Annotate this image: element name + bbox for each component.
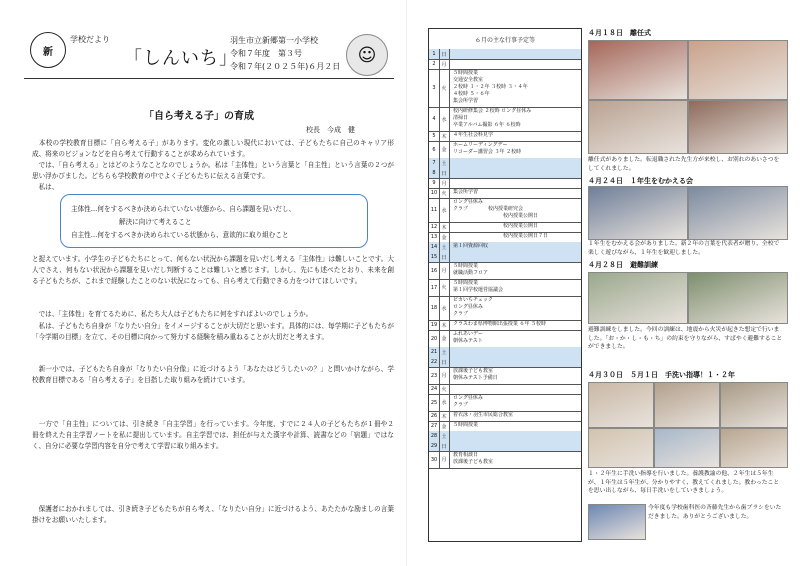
schedule-day: 28 [429, 431, 440, 441]
definition-line: 解決に向けて考えること [119, 218, 192, 226]
event-photo [688, 186, 788, 240]
news-text: 避難訓練をしました。今回の訓練は、地震から火災が起きた想定で行いました。「お・か・し・も・ち」の約束を守りながら、すばやく避難することができました。 [588, 327, 783, 350]
event-photo [654, 428, 720, 468]
mascot-icon: ☺ [346, 34, 388, 76]
schedule-row [429, 330, 581, 348]
schedule-event: 着衣泳・羽生市民総合教室 [453, 412, 514, 418]
logo-char: 新 [43, 46, 53, 58]
header-rule [24, 78, 394, 79]
news-text: 離任式がありました。転退職された先生方が来校し、お別れのあいさつをしてくれました。 [588, 157, 780, 172]
news-heading: ４月１８日 離任式 [588, 29, 651, 37]
schedule-day: 1 [429, 49, 440, 59]
newsletter-label: 学校だより [70, 35, 110, 44]
schedule-day: 16 [429, 262, 440, 279]
schedule-day: 20 [429, 330, 440, 347]
newsletter-title: 「しんいち」 [124, 48, 238, 69]
right-page [420, 24, 786, 544]
school-name: 羽生市立新郷第一小学校 [230, 36, 318, 45]
schedule-day: 11 [429, 198, 440, 222]
article-title: 「自ら考える子」の育成 [144, 111, 254, 122]
schedule-weekday: 月 [439, 262, 450, 279]
event-photo [720, 382, 788, 428]
schedule-weekday: 金 [439, 330, 450, 347]
schedule-row [429, 107, 581, 132]
left-page [24, 14, 400, 554]
news-text: １年生をむかえる会がありました。新２年の言葉を代表者が贈り、全校で楽しく遊びながら、１年生を歓迎しました。 [588, 241, 780, 256]
schedule-weekday: 土 [439, 431, 450, 441]
schedule-weekday: 金 [439, 141, 450, 158]
news-heading: ４月２４日 １年生をむかえる会 [588, 177, 693, 185]
schedule-weekday: 火 [439, 69, 450, 107]
schedule-event: ホームリーディングデー リコーダー講習会 ３年 ２校時 [453, 142, 522, 155]
schedule-row [429, 394, 581, 412]
schedule-weekday: 月 [439, 367, 450, 384]
event-photo [588, 272, 688, 324]
schedule-day: 18 [429, 296, 440, 320]
schedule-event: ５時間授業 第１回学校運営協議会 [453, 280, 504, 293]
schedule-event: ロング昼休み クラブ 校内授業研究会 校内授業公開日 [453, 199, 539, 219]
schedule-weekday: 日 [439, 168, 450, 178]
event-photo [688, 100, 788, 154]
schedule-day: 6 [429, 141, 440, 158]
news-column [588, 28, 786, 540]
schedule-event: ふれあいデー 朝休みテスト [453, 331, 484, 344]
schedule-event: 放課後子ども教室 朝休みテスト予備日 [453, 368, 498, 381]
schedule-day: 12 [429, 222, 440, 232]
schedule-day: 29 [429, 441, 440, 451]
schedule-event: ４年生社会科見学 [453, 132, 494, 138]
schedule-day: 2 [429, 59, 440, 69]
schedule-event: クラスわま県博物館出張授業 ６年 ５校時 [453, 321, 547, 327]
schedule-row [429, 451, 581, 469]
schedule-event: ５時間授業 就職活動フロア [453, 263, 489, 276]
schedule-event: ５時間授業 交通安全教室 ２校時 １・２年 ３校時 ３・４年 ４校時 ５・６年 集会所学習 [453, 70, 528, 104]
event-photo [588, 100, 688, 154]
schedule-weekday: 土 [439, 158, 450, 168]
schedule-day: 9 [429, 178, 440, 188]
schedule-event: 校内研修集会 ２校時 ロング昼休み 清掃日 卒業アルバム撮影 ６年 ６校時 [453, 108, 532, 128]
school-logo [30, 32, 66, 68]
schedule-weekday: 月 [439, 451, 450, 468]
schedule-weekday: 金 [439, 421, 450, 431]
schedule-weekday: 木 [439, 222, 450, 232]
schedule-day: 23 [429, 367, 440, 384]
schedule-weekday: 日 [439, 357, 450, 367]
schedule-day: 26 [429, 411, 440, 421]
schedule-weekday: 日 [439, 252, 450, 262]
schedule-weekday: 土 [439, 347, 450, 357]
schedule-day: 24 [429, 384, 440, 394]
schedule-day: 21 [429, 347, 440, 357]
schedule-event: 教育相談日 放課後子ども教室 [453, 452, 494, 465]
article-paragraph: 本校の学校教育目標に「自ら考える子」があります。変化の激しい現代においては、子どもたちに自己のキャリア形成、将来のビジョンなどを自ら考えて行動することが求められています。 [32, 139, 394, 158]
schedule-row [429, 279, 581, 297]
schedule-weekday: 月 [439, 59, 450, 69]
definition-box [60, 194, 368, 248]
schedule-row [429, 69, 581, 108]
article-paragraph: 一方で「自主性」については、引き続き「自主学習」を行っています。今年度、すでに２４人の子どもたちが１冊や２冊を終えた自主学習ノートを私に提出しています。自主学習では、担任が与えた漢字や計算、読書などの「宿題」ではなく、自分に必要な学習内容を自分で考えて学習に取り組みます。 [32, 420, 394, 450]
schedule-weekday: 火 [439, 384, 450, 394]
schedule-row [429, 296, 581, 321]
schedule-event: 校内授業公開日７日 [453, 233, 549, 239]
schedule-weekday: 木 [439, 320, 450, 330]
schedule-row [429, 262, 581, 280]
schedule-day: 7 [429, 158, 440, 168]
school-info [230, 34, 340, 73]
schedule-day: 4 [429, 107, 440, 131]
event-photo [688, 272, 788, 324]
schedule-event: ５時間授業 [453, 422, 479, 428]
schedule-weekday: 金 [439, 232, 450, 242]
schedule-day: 13 [429, 232, 440, 242]
schedule-day: 14 [429, 242, 440, 252]
schedule-day: 3 [429, 69, 440, 107]
article-paragraph: 私は、 [32, 183, 59, 191]
news-text: １・２年生に手洗い指導を行いました。養護教諭の他、２年生は５年生が、１年生は５年生が、分かりやすく、教えてくれました。教わったことを思い出しながら、毎日手洗いをしていきましょう。 [588, 471, 780, 494]
article-author: 校長 今成 健 [306, 126, 355, 134]
schedule-event: 第１回資源回収 [453, 243, 489, 249]
article-paragraph: では、「主体性」を育てるために、私たち大人は子どもたちに何をすればよいのでしょうか。 [32, 310, 313, 318]
news-heading: ４月２８日 避難訓練 [588, 261, 658, 269]
schedule-event: 集会所学習 [453, 189, 479, 195]
schedule-row [429, 367, 581, 385]
schedule-event: ピカいちチェック ロング昼休み クラブ [453, 297, 493, 317]
article-paragraph: では、「自ら考える」とはどのようなことなのでしょうか。私は「主体性」という言葉と「自主性」という言葉の２つが思い浮かびました。どちらも学校教育の中でよく子どもたちに伝える言葉です。 [32, 161, 394, 180]
schedule-day: 10 [429, 188, 440, 198]
schedule-weekday: 木 [439, 411, 450, 421]
schedule-event: 校内授業公開日 [453, 223, 539, 229]
issue-number: 令和７年度 第３号 [230, 49, 302, 58]
news-text: 今年度も学校歯科医の斉藤先生から歯ブラシをいただきました。ありがとうございました。 [648, 505, 782, 520]
schedule-weekday: 水 [439, 296, 450, 320]
schedule-day: 19 [429, 320, 440, 330]
event-photo [588, 186, 688, 240]
article-paragraph: 私は、子どもたち自身が「なりたい自分」をイメージすることが大切だと思います。具体的には、毎学期に子どもたちが「今学期の目標」を立て、その目標に向かって努力する経験を積み重ねることが大切だと考えます。 [32, 322, 394, 341]
schedule-day: 25 [429, 394, 440, 411]
event-photo [720, 428, 788, 468]
definition-line: 自主性…何をするべきか決められている状態から、意欲的に取り組むこと [71, 231, 289, 239]
event-photo [588, 40, 688, 100]
article-paragraph: と捉えています。小学生の子どもたちにとって、何もない状況から課題を見いだし考える「主体性」は難しいことです。大人でさえ、何もない状況から課題を見いだし判断することは難しいと感じます。しかし、先にも述べたとおり、未来を創る子どもたちが、これまで経験したことのない状況になっても、自ら考えて行動できる力をつけてほしいです。 [32, 255, 394, 285]
schedule-weekday: 日 [439, 441, 450, 451]
schedule-weekday: 水 [439, 394, 450, 411]
event-photo [588, 382, 654, 428]
schedule-title: ６月の主な行事予定等 [429, 29, 581, 50]
event-photo [588, 428, 654, 468]
schedule-day: 15 [429, 252, 440, 262]
schedule-table [428, 28, 582, 542]
schedule-weekday: 日 [439, 49, 450, 59]
schedule-weekday: 月 [439, 178, 450, 188]
event-photo [588, 504, 646, 540]
schedule-weekday: 土 [439, 242, 450, 252]
schedule-day: 17 [429, 279, 440, 296]
news-heading: ４月３０日 ５月１日 手洗い指導！１・２年 [588, 371, 735, 379]
article-paragraph: 保護者におかれましては、引き続き子どもたちが自ら考え、「なりたい自分」に近づけるよう、あたたかな励ましの言葉掛けをお願いいたします。 [32, 505, 394, 524]
article-paragraph: 新一小では、子どもたち自身が「なりたい自分像」に近づけるよう「あなたはどうしたいの？」と問いかけながら、学校教育目標である「自ら考える子」を目指した取り組みを続けています。 [32, 365, 394, 384]
schedule-weekday: 水 [439, 107, 450, 131]
fold-line [406, 0, 407, 566]
schedule-day: 22 [429, 357, 440, 367]
schedule-row [429, 198, 581, 223]
schedule-day: 8 [429, 168, 440, 178]
schedule-weekday: 火 [439, 188, 450, 198]
schedule-day: 27 [429, 421, 440, 431]
schedule-row [429, 141, 581, 159]
schedule-day: 5 [429, 131, 440, 141]
event-photo [688, 40, 788, 100]
definition-line: 主体性…何をするべきか決められていない状態から、自ら課題を見いだし、 [71, 205, 296, 213]
event-photo [654, 382, 720, 428]
schedule-event: ロング昼休み クラブ [453, 395, 483, 408]
schedule-weekday: 火 [439, 279, 450, 296]
schedule-day: 30 [429, 451, 440, 468]
issue-date: 令和７年(２０２５年)６月２日 [230, 62, 341, 71]
schedule-weekday: 水 [439, 198, 450, 222]
schedule-weekday: 木 [439, 131, 450, 141]
